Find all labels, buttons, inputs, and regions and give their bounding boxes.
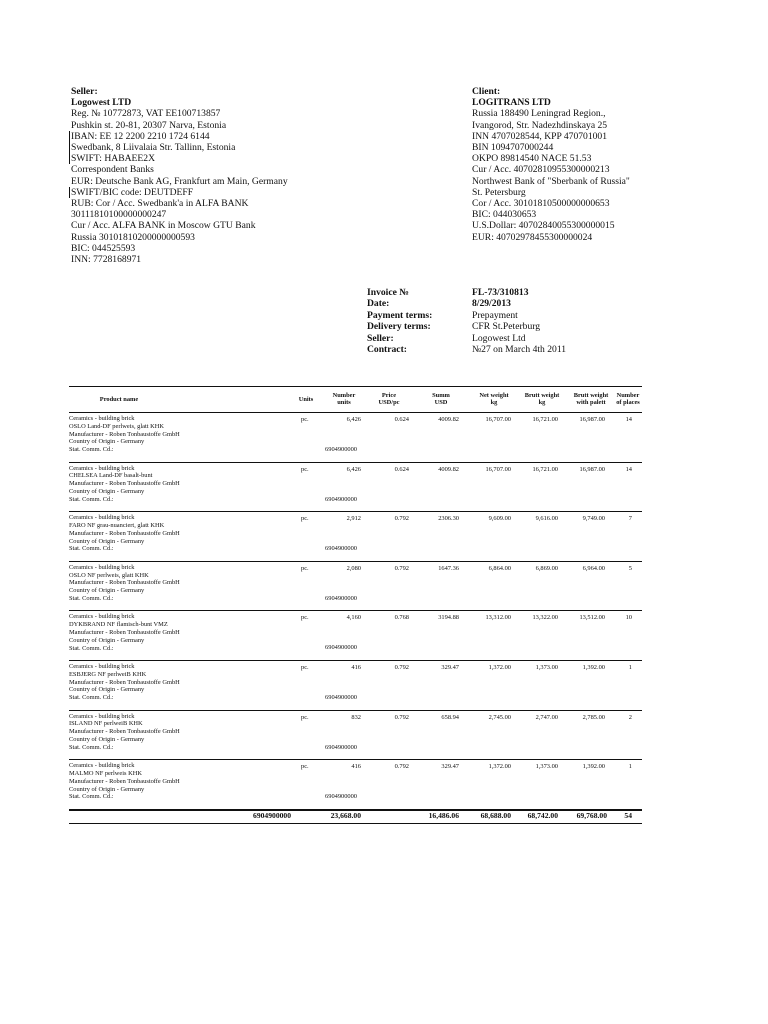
product-category: Ceramics - building brick [69,563,135,571]
invoice-meta-label: Invoice № [367,287,409,298]
product-origin: Country of Origin - Germany [69,636,145,644]
cell-price: 0.624 [394,465,409,473]
invoice-meta-row [367,321,566,332]
invoice-meta-label: Delivery terms: [367,321,431,333]
invoice-meta-row [367,310,566,321]
cell-summ: 3194.88 [438,614,459,622]
invoice-meta-value: Prepayment [472,309,518,321]
cell-summ: 329.47 [441,763,459,771]
invoice-meta-label: Seller: [367,332,394,344]
seller-heading: Seller: [71,86,98,97]
totals-summ: 16,486.06 [428,810,459,820]
cell-price: 0.792 [394,713,409,721]
product-category: Ceramics - building brick [69,712,135,720]
stat-code: 6904900000 [325,743,357,751]
totals-net: 68,688.00 [480,810,511,820]
header-brutt-l1: Brutt weight [524,392,560,399]
cell-brutt: 13,322.00 [532,614,558,622]
seller-correspondent: Correspondent Banks [71,164,154,176]
table-row [69,661,642,711]
invoice-meta-value: Logowest Ltd [472,332,526,344]
product-manufacturer: Manufacturer - Roben Tonbaustoffe GmbH [69,579,180,587]
invoice-meta-label: Date: [367,298,390,310]
header-price-l1: Price [381,392,397,399]
product-origin: Country of Origin - Germany [69,587,145,595]
header-product: Product name [99,396,139,403]
invoice-meta-value: №27 on March 4th 2011 [472,344,567,356]
cell-brutt: 16,721.00 [532,416,558,423]
invoice-meta-row [367,287,566,298]
stat-code: 6904900000 [325,446,357,453]
cell-price: 0.792 [394,663,409,671]
cell-summ: 4009.82 [438,416,459,423]
seller-eur-bank: EUR: Deutsche Bank AG, Frankfurt am Main, Germany [71,175,288,187]
cell-unit: pc. [301,713,309,721]
table-row [69,512,642,562]
seller-iban: IBAN: EE 12 2200 2210 1724 6144 [69,131,288,142]
header-brutt-l2: kg [538,399,546,406]
cell-brutt-pal: 1,392.00 [582,763,605,771]
totals-brutt: 68,742.00 [527,810,558,820]
header-summ [421,392,461,406]
cell-price: 0.792 [394,564,409,572]
client-block [472,86,630,243]
cell-places: 14 [625,465,632,473]
product-origin: Country of Origin - Germany [69,735,145,743]
cell-net: 13,312.00 [485,614,511,622]
product-name: CHELSEA Land-DF basalt-bunt [69,472,153,480]
header-net-l2: kg [490,399,498,406]
seller-cur-acc: Cur / Acc. ALFA BANK in Moscow GTU Bank [71,220,256,232]
product-origin: Country of Origin - Germany [69,537,145,545]
cell-net: 6,864.00 [488,564,511,572]
seller-rub: RUB: Cor / Acc. Swedbank'a in ALFA BANK [71,198,249,210]
header-net [469,392,519,406]
cell-qty: 6,426 [346,416,361,423]
totals-brutt-pal: 69,768.00 [576,810,607,820]
invoice-meta-row [367,344,566,355]
table-row [69,711,642,761]
stat-code: 6904900000 [325,594,357,602]
stat-code: 6904900000 [325,693,357,701]
cell-qty: 832 [351,713,361,721]
product-origin: Country of Origin - Germany [69,487,145,495]
cell-brutt: 16,721.00 [532,465,558,473]
client-line: Cur / Acc. 40702810955300000213 [472,164,610,176]
product-category: Ceramics - building brick [69,613,135,621]
cell-brutt-pal: 13,512.00 [579,614,605,622]
cell-brutt: 9,616.00 [535,515,558,523]
product-category: Ceramics - building brick [69,464,135,472]
product-manufacturer: Manufacturer - Roben Tonbaustoffe GmbH [69,628,180,636]
header-brutt-pal-l2: with palett [576,399,606,406]
header-places-l2: of places [616,399,640,406]
cell-brutt-pal: 16,987.00 [579,416,605,423]
header-summ-l2: USD [434,399,448,406]
product-origin: Country of Origin - Germany [69,686,145,694]
cell-summ: 329.47 [441,663,459,671]
table-row [69,463,642,513]
cell-brutt-pal: 2,785.00 [582,713,605,721]
goods-table [69,386,642,824]
cell-net: 9,609.00 [488,515,511,523]
cell-net: 16,707.00 [485,416,511,423]
cell-places: 1 [628,763,632,771]
table-row [69,760,642,810]
seller-bank: Swedbank, 8 Liivalaia Str. Tallinn, Estonia [69,142,288,153]
client-line: BIN 1094707000244 [472,142,554,154]
cell-places: 2 [628,713,632,721]
stat-label: Stat. Comm. Cd.: [69,594,114,602]
header-number [324,392,364,406]
seller-rub-acc: 30111810100000000247 [71,209,167,221]
client-line: St. Petersburg [472,186,526,198]
table-row [69,413,642,463]
product-manufacturer: Manufacturer - Roben Tonbaustoffe GmbH [69,430,180,438]
cell-unit: pc. [301,763,309,771]
product-category: Ceramics - building brick [69,762,135,770]
cell-qty: 4,160 [346,614,361,622]
product-name: DYKBRAND NF flamisch-bunt VMZ [69,621,168,629]
invoice-meta-value: CFR St.Peterburg [472,321,541,333]
cell-brutt-pal: 16,987.00 [579,465,605,473]
product-name: OSLO NF perlweis, glatt KHK [69,571,149,579]
totals-row [69,810,642,824]
cell-places: 14 [625,416,632,423]
stat-label: Stat. Comm. Cd.: [69,644,114,652]
client-line: Russia 188490 Leningrad Region., [472,108,606,120]
cell-qty: 416 [351,763,361,771]
product-name: ISLAND NF perlweiB KHK [69,720,143,728]
seller-name: Logowest LTD [71,97,132,109]
seller-reg: Reg. № 10772873, VAT EE100713857 [71,108,221,120]
cell-summ: 1647.36 [438,564,459,572]
header-price [369,392,409,406]
cell-unit: pc. [301,416,309,423]
seller-block [71,86,288,265]
stat-label: Stat. Comm. Cd.: [69,694,114,702]
product-manufacturer: Manufacturer - Roben Tonbaustoffe GmbH [69,678,180,686]
cell-unit: pc. [301,663,309,671]
seller-swift: SWIFT: HABAEE2X [69,153,288,164]
product-name: OSLO Land-DF perlweis, glatt KHK [69,422,164,430]
header-brutt [517,392,567,406]
cell-unit: pc. [301,515,309,523]
product-name: ESBJERG NF perlweiB KHK [69,670,147,678]
cell-brutt-pal: 1,392.00 [582,663,605,671]
invoice-meta-value: 8/29/2013 [472,298,511,310]
cell-unit: pc. [301,614,309,622]
header-net-l1: Net weight [479,392,509,399]
seller-russia-acc: Russia 30101810200000000593 [71,231,195,243]
product-origin: Country of Origin - Germany [69,438,145,446]
cell-unit: pc. [301,465,309,473]
stat-label: Stat. Comm. Cd.: [69,743,114,751]
seller-bic: SWIFT/BIC code: DEUTDEFF [69,187,288,198]
client-heading: Client: [472,86,501,97]
cell-places: 1 [628,663,632,671]
client-line: BIC: 044030653 [472,209,537,221]
header-brutt-pal [565,392,617,406]
invoice-meta-value: FL-73/310813 [472,287,529,298]
client-line: INN 4707028544, KPP 470701001 [472,130,608,142]
product-manufacturer: Manufacturer - Roben Tonbaustoffe GmbH [69,777,180,785]
stat-label: Stat. Comm. Cd.: [69,446,114,454]
product-name: MALMO NF perlweis KHK [69,769,142,777]
cell-brutt: 6,869.00 [535,564,558,572]
product-origin: Country of Origin - Germany [69,785,145,793]
cell-brutt: 1,373.00 [535,763,558,771]
product-category: Ceramics - building brick [69,514,135,522]
header-number-l1: Number [332,392,356,399]
cell-summ: 4009.82 [438,465,459,473]
product-manufacturer: Manufacturer - Roben Tonbaustoffe GmbH [69,728,180,736]
header-brutt-pal-l1: Brutt weight [573,392,609,399]
cell-qty: 2,912 [346,515,361,523]
totals-code: 6904900000 [253,810,291,820]
invoice-meta-row [367,333,566,344]
product-category: Ceramics - building brick [69,415,135,422]
header-places [613,392,643,406]
stat-code: 6904900000 [325,793,357,801]
totals-places: 54 [624,810,632,820]
cell-places: 7 [628,515,632,523]
cell-qty: 416 [351,663,361,671]
client-line: EUR: 40702978455300000024 [472,231,593,243]
stat-label: Stat. Comm. Cd.: [69,545,114,553]
cell-brutt-pal: 9,749.00 [582,515,605,523]
cell-net: 1,372.00 [488,663,511,671]
product-manufacturer: Manufacturer - Roben Tonbaustoffe GmbH [69,480,180,488]
cell-price: 0.768 [394,614,409,622]
product-category: Ceramics - building brick [69,662,135,670]
product-name: FARO NF grau-nuanciert, glatt KHK [69,521,165,529]
stat-code: 6904900000 [325,545,357,553]
cell-price: 0.792 [394,515,409,523]
client-line: Northwest Bank of "Sberbank of Russia" [472,175,630,187]
product-manufacturer: Manufacturer - Roben Tonbaustoffe GmbH [69,529,180,537]
cell-net: 2,745.00 [488,713,511,721]
cell-places: 10 [625,614,632,622]
table-row [69,611,642,661]
header-places-l1: Number [616,392,640,399]
seller-address: Pushkin st. 20-81, 20307 Narva, Estonia [71,119,227,131]
table-body [69,413,642,810]
table-header [69,386,642,413]
cell-unit: pc. [301,564,309,572]
cell-qty: 2,080 [346,564,361,572]
cell-net: 16,707.00 [485,465,511,473]
cell-brutt-pal: 6,964.00 [582,564,605,572]
client-name: LOGITRANS LTD [472,97,551,109]
stat-code: 6904900000 [325,644,357,652]
header-summ-l1: Summ [432,392,450,399]
cell-summ: 2306.30 [438,515,459,523]
cell-price: 0.792 [394,763,409,771]
cell-brutt: 2,747.00 [535,713,558,721]
stat-label: Stat. Comm. Cd.: [69,495,114,503]
invoice-meta-label: Payment terms: [367,309,433,321]
header-number-l2: units [337,399,351,406]
header-price-l2: USD/pc [378,399,400,406]
seller-bic-rus: BIC: 044525593 [71,242,136,254]
table-row [69,562,642,612]
client-line: OKPO 89814540 NACE 51.53 [472,153,592,165]
client-line: Cor / Acc. 30101810500000000653 [472,198,610,210]
invoice-meta-label: Contract: [367,344,407,356]
cell-net: 1,372.00 [488,763,511,771]
client-line: U.S.Dollar: 40702840055300000015 [472,220,615,232]
stat-label: Stat. Comm. Cd.: [69,793,114,801]
cell-summ: 658.94 [441,713,459,721]
seller-inn: INN: 7728168971 [71,254,142,266]
header-units: Units [298,396,314,403]
invoice-meta [367,287,566,355]
cell-places: 5 [628,564,632,572]
stat-code: 6904900000 [325,495,357,503]
cell-brutt: 1,373.00 [535,663,558,671]
invoice-meta-row [367,298,566,309]
cell-qty: 6,426 [346,465,361,473]
totals-qty: 23,668.00 [330,810,361,820]
client-line: Ivangorod, Str. Nadezhdinskaya 25 [472,119,608,131]
cell-price: 0.624 [394,416,409,423]
